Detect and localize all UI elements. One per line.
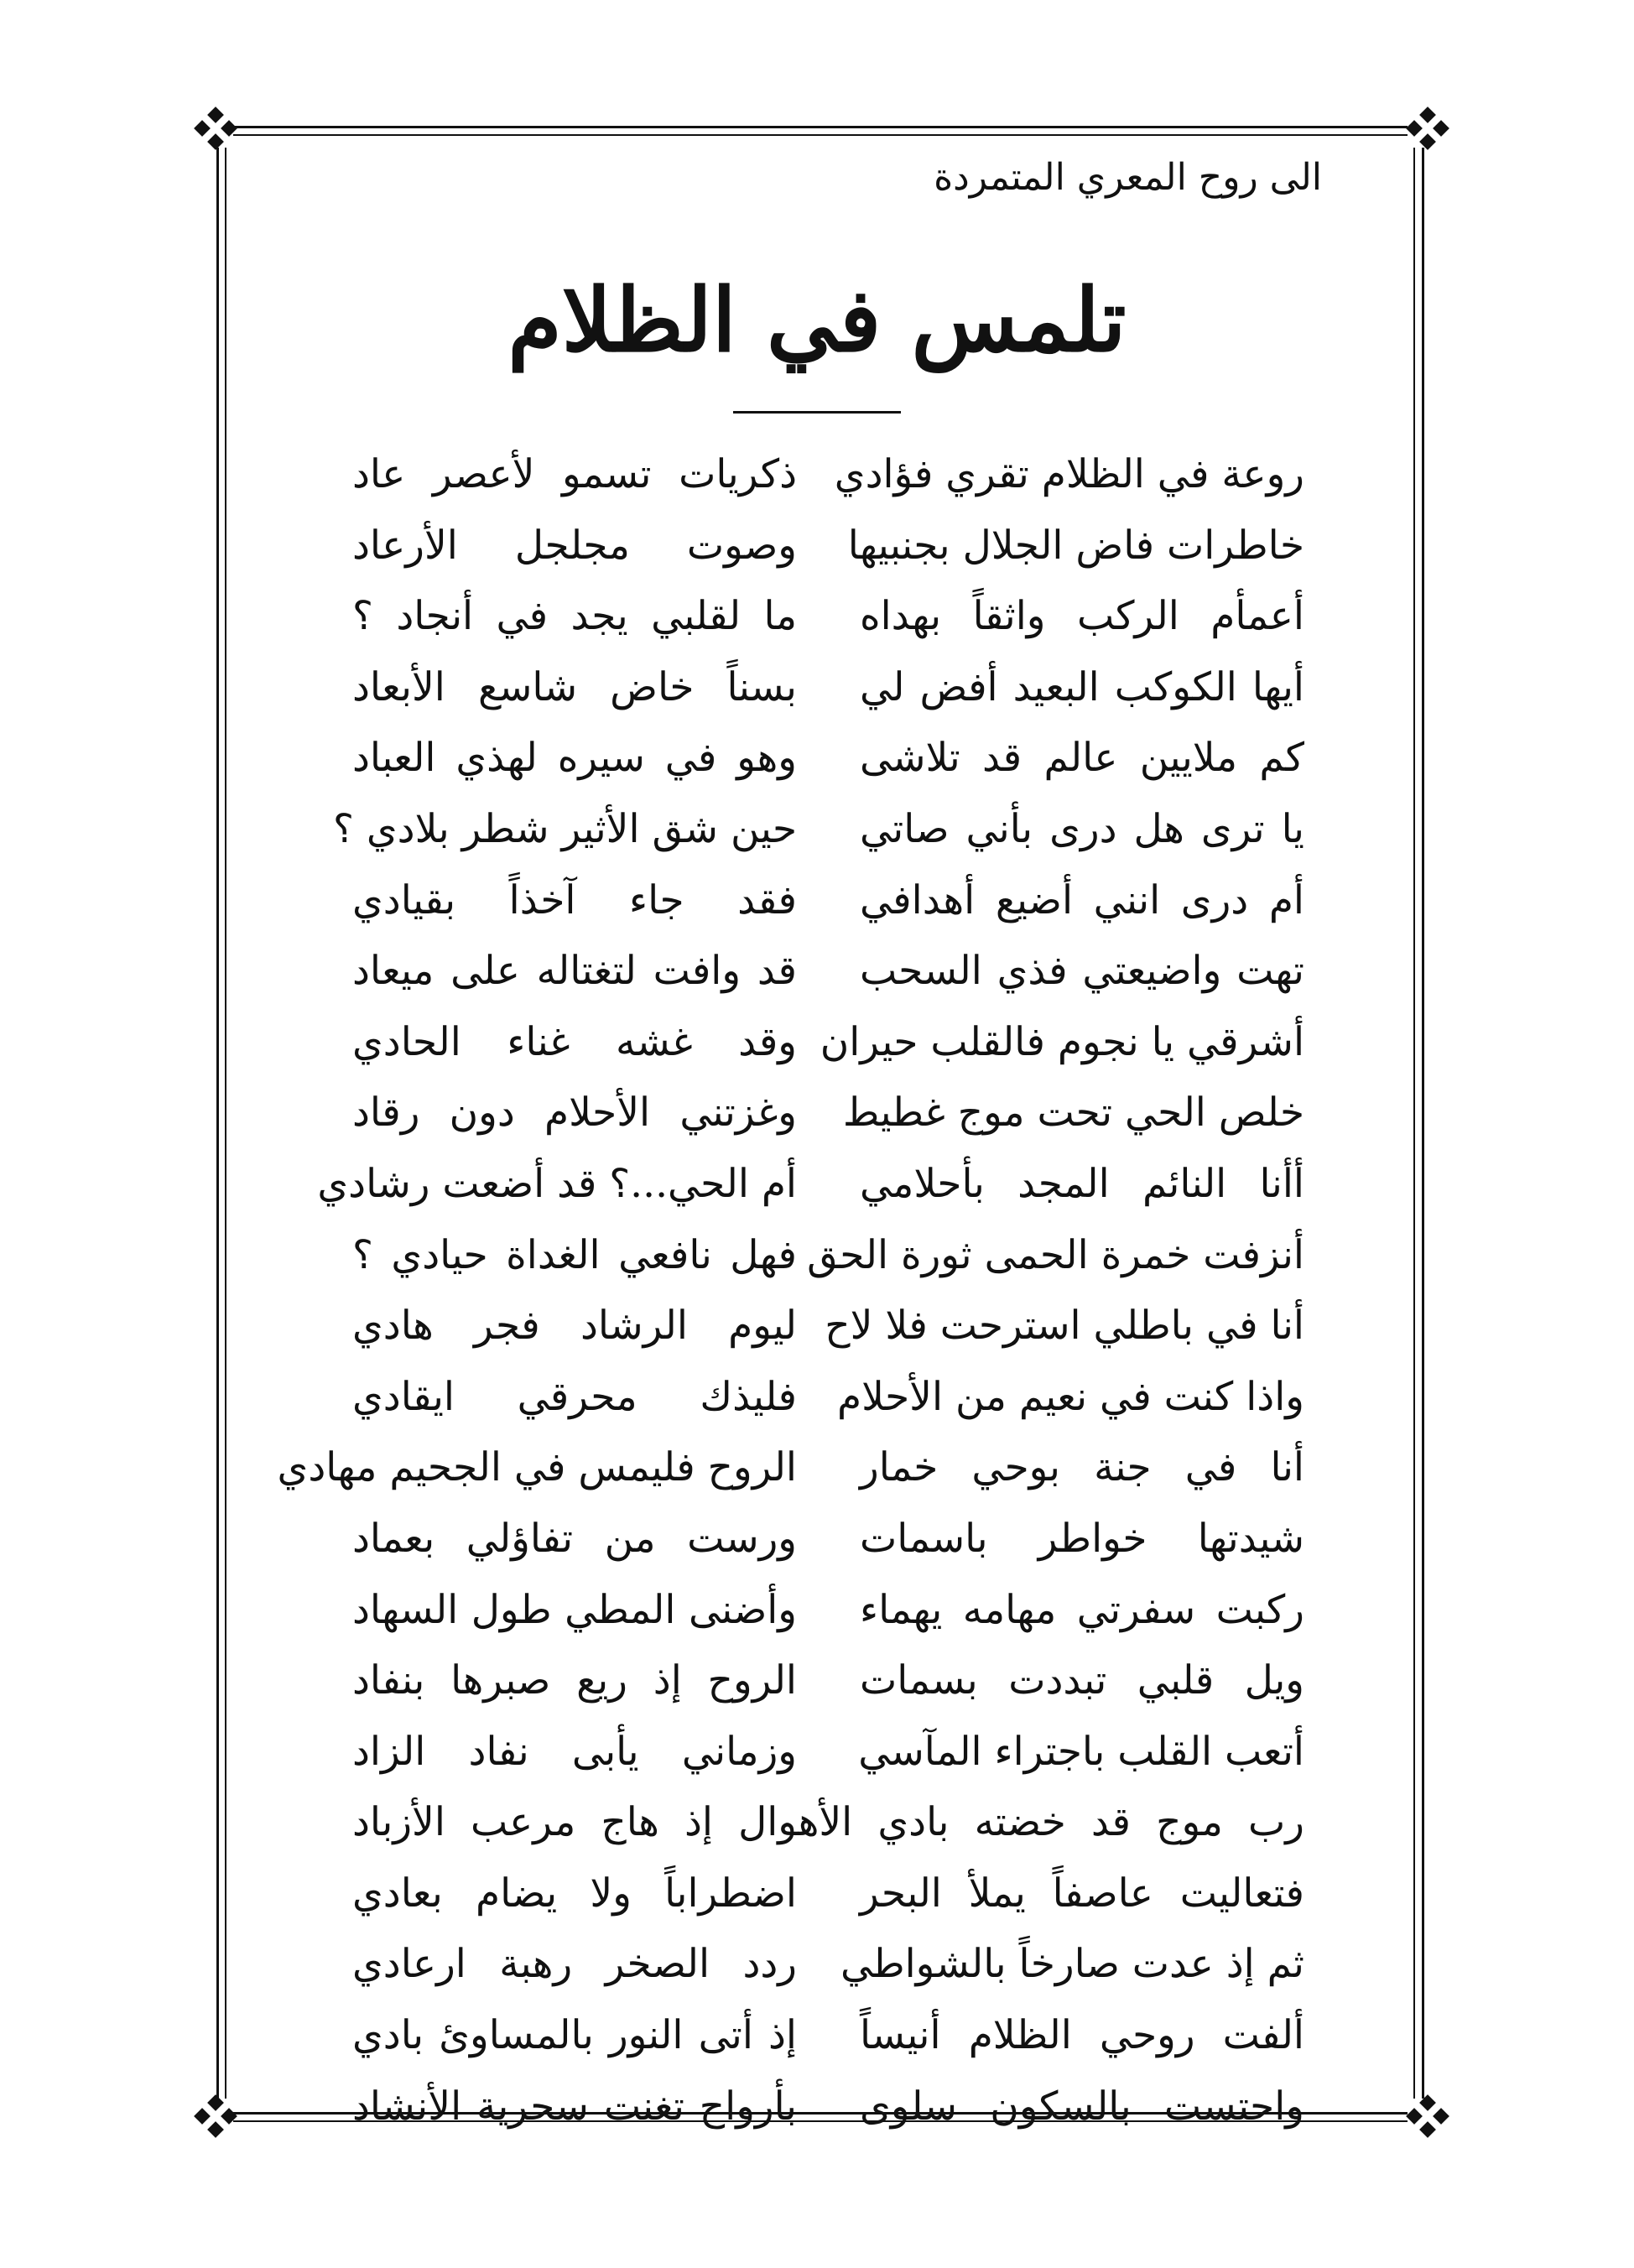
verse-line <box>352 720 1304 791</box>
verse-first-hemistich: تهت واضيعتي فذي السحب <box>860 948 1304 995</box>
verse-first-hemistich: رب موج قد خضته بادي الأهوال إذ هاج مرعب الأزباد <box>352 1799 1304 1846</box>
verse-first-hemistich: خلص الحي تحت موج غطيط <box>842 1090 1304 1137</box>
verse-second-hemistich: وأضنى المطي طول السهاد <box>352 1586 797 1633</box>
verse-second-hemistich: ليوم الرشاد فجر هادي <box>352 1303 797 1350</box>
frame-right-rule-outer <box>1422 148 1424 2099</box>
verse-line <box>352 1359 1304 1430</box>
verse-first-hemistich: كم ملايين عالم قد تلاشى <box>860 735 1304 782</box>
running-head: الى روح المعري المتمردة <box>934 156 1322 199</box>
title-underline <box>733 411 901 414</box>
verse-second-hemistich: ورست من تفاؤلي بعماد <box>352 1515 797 1562</box>
verse-line <box>352 1217 1304 1288</box>
corner-ornament-icon <box>193 2094 240 2141</box>
frame-top-rule-outer <box>233 126 1408 128</box>
verse-first-hemistich: أشرقي يا نجوم فالقلب حيران <box>820 1018 1304 1065</box>
corner-ornament-icon <box>1405 2094 1452 2141</box>
verse-line <box>352 1572 1304 1643</box>
verse-second-hemistich: ردد الصخر رهبة ارعادي <box>352 1941 797 1988</box>
verse-line <box>332 791 1304 862</box>
verse-line <box>277 1429 1304 1501</box>
verse-line <box>352 578 1304 649</box>
verse-first-hemistich: فتعاليت عاصفاً يملأ البحر <box>860 1870 1304 1917</box>
verse-second-hemistich: قد وافت لتغتاله على ميعاد <box>352 948 797 995</box>
verse-second-hemistich: وصوت مجلجل الأرعاد <box>352 522 797 569</box>
verse-line <box>352 1501 1304 1572</box>
verse-line <box>352 1642 1304 1714</box>
verse-second-hemistich: وزماني يأبى نفاد الزاد <box>352 1728 797 1775</box>
verse-first-hemistich: أأنا النائم المجد بأحلامي <box>860 1160 1304 1207</box>
verse-second-hemistich: بأرواح تغنت سحرية الأنشاد <box>352 2083 797 2130</box>
verse-second-hemistich: وهو في سيره لهذي العباد <box>352 735 797 782</box>
verse-second-hemistich: فقد جاء آخذاً بقيادي <box>352 877 797 923</box>
verse-first-hemistich: أتعب القلب باجتراء المآسي <box>858 1728 1304 1775</box>
verse-first-hemistich: واحتست بالسكون سلوى <box>860 2083 1304 2130</box>
verse-line <box>352 1287 1304 1359</box>
verse-second-hemistich: حين شق الأثير شطر بلادي ؟ <box>332 805 797 852</box>
verse-first-hemistich: شيدتها خواطر باسمات <box>860 1515 1304 1562</box>
verse-first-hemistich: أيها الكوكب البعيد أفض لي <box>860 663 1304 710</box>
frame-top-rule-inner <box>233 134 1408 136</box>
verse-second-hemistich: ما لقلبي يجد في أنجاد ؟ <box>352 593 797 640</box>
verse-second-hemistich: الروح فليمس في الجحيم مهادي <box>277 1444 797 1491</box>
frame-left-rule-outer <box>216 148 219 2099</box>
verse-first-hemistich: خاطرات فاض الجلال بجنبيها <box>847 522 1304 569</box>
verse-line <box>352 862 1304 934</box>
frame-left-rule-inner <box>225 148 226 2099</box>
verse-line <box>352 2068 1304 2140</box>
verse-first-hemistich: ثم إذ عدت صارخاً بالشواطي <box>840 1941 1304 1988</box>
verse-second-hemistich: ذكريات تسمو لأعصر عاد <box>352 451 797 497</box>
verse-line <box>352 436 1304 507</box>
verse-second-hemistich: وغزتني الأحلام دون رقاد <box>352 1090 797 1137</box>
corner-ornament-icon <box>1405 106 1452 153</box>
verse-second-hemistich: أم الحي...؟ قد أضعت رشادي <box>317 1160 797 1207</box>
verse-first-hemistich: روعة في الظلام تقري فؤادي <box>834 451 1304 497</box>
verse-first-hemistich: يا ترى هل درى بأني صاتي <box>860 805 1304 852</box>
verse-line <box>317 1146 1304 1217</box>
verse-second-hemistich: بسناً خاض شاسع الأبعاد <box>352 663 797 710</box>
verse-second-hemistich: وقد غشه غناء الحادي <box>352 1018 797 1065</box>
verse-line <box>352 1855 1304 1927</box>
poem-body <box>277 436 1304 2139</box>
poem-title: تلمس في الظلام <box>507 268 1127 372</box>
verse-line <box>352 649 1304 720</box>
verse-second-hemistich: فليذك محرقي ايقادي <box>352 1373 797 1420</box>
verse-first-hemistich: ألفت روحي الظلام أنيساً <box>860 2012 1304 2059</box>
verse-first-hemistich: ركبت سفرتي مهامه يهماء <box>860 1586 1304 1633</box>
verse-first-hemistich: واذا كنت في نعيم من الأحلام <box>836 1373 1304 1420</box>
verse-first-hemistich: ويل قلبي تبددت بسمات <box>860 1657 1304 1704</box>
verse-line <box>352 507 1304 579</box>
verse-first-hemistich: أم درى انني أضيع أهدافي <box>860 877 1304 923</box>
verse-line <box>352 1784 1304 1855</box>
verse-first-hemistich: أنا في باطلي استرحت فلا لاح <box>825 1303 1304 1350</box>
verse-line <box>352 1926 1304 1997</box>
verse-line <box>352 933 1304 1004</box>
verse-second-hemistich: فهل نافعي الغداة حيادي ؟ <box>352 1231 797 1278</box>
verse-line <box>352 1004 1304 1075</box>
corner-ornament-icon <box>193 106 240 153</box>
verse-line <box>352 1074 1304 1146</box>
verse-line <box>352 1714 1304 1785</box>
verse-second-hemistich: الروح إذ ريع صبرها بنفاد <box>352 1657 797 1704</box>
verse-first-hemistich: أنا في جنة بوحي خمار <box>860 1444 1304 1491</box>
verse-second-hemistich: إذ أتى النور بالمساوئ بادي <box>352 2012 797 2059</box>
frame-right-rule-inner <box>1413 148 1415 2099</box>
verse-first-hemistich: أنزفت خمرة الحمى ثورة الحق <box>807 1231 1304 1278</box>
verse-second-hemistich: اضطراباً ولا يضام بعادي <box>352 1870 797 1917</box>
verse-line <box>352 1997 1304 2068</box>
verse-first-hemistich: أعمأم الركب واثقاً بهداه <box>860 593 1304 640</box>
